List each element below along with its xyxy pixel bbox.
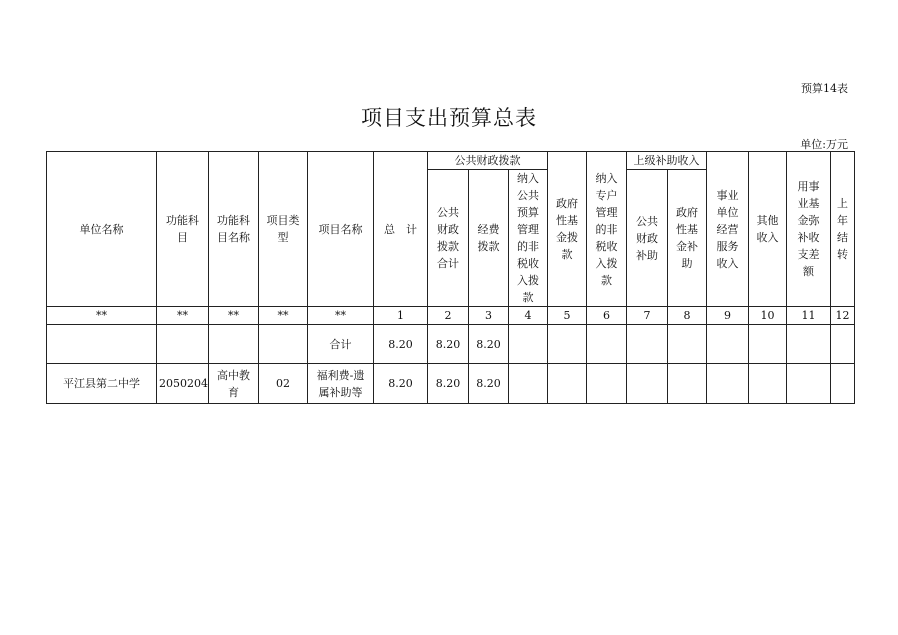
header-public-finance: 公共财政拨款 [428, 152, 548, 170]
cell-pf-funds: 8.20 [469, 364, 509, 404]
cell-unit-name [47, 325, 157, 364]
header-us-gov-fund: 政府 性基 金补 助 [668, 170, 707, 307]
cell-pf-total: 8.20 [428, 325, 469, 364]
page-title: 项目支出预算总表 [361, 106, 537, 130]
header-gov-fund: 政府 性基 金拨 款 [548, 152, 587, 307]
cell-proj-name: 福利费-遗 属补助等 [308, 364, 374, 404]
cell-unit-name: 平江县第二中学 [47, 364, 157, 404]
header-business-income: 事业 单位 经营 服务 收入 [707, 152, 749, 307]
index-cell: 10 [749, 307, 787, 325]
cell-carryover [831, 325, 855, 364]
cell-us-public [627, 325, 668, 364]
cell-func-code [157, 325, 209, 364]
cell-other-income [749, 325, 787, 364]
header-total: 总 计 [374, 152, 428, 307]
header-pf-nontax: 纳入 公共 预算 管理 的非 税收 入拨 款 [509, 170, 548, 307]
cell-us-gov-fund [668, 325, 707, 364]
unit-label: 单位:万元 [800, 138, 848, 151]
header-carryover: 上 年 结 转 [831, 152, 855, 307]
header-us-public: 公共 财政 补助 [627, 170, 668, 307]
cell-func-name: 高中教 育 [209, 364, 259, 404]
index-cell: ** [259, 307, 308, 325]
header-row-1 [47, 152, 855, 170]
index-cell: 8 [668, 307, 707, 325]
header-proj-type: 项目类 型 [259, 152, 308, 307]
index-cell: 4 [509, 307, 548, 325]
cell-pf-funds: 8.20 [469, 325, 509, 364]
cell-fund-makeup [787, 364, 831, 404]
header-func-code: 功能科 目 [157, 152, 209, 307]
index-cell: 5 [548, 307, 587, 325]
index-cell: 1 [374, 307, 428, 325]
index-cell: 12 [831, 307, 855, 325]
cell-business-income [707, 364, 749, 404]
index-cell: ** [308, 307, 374, 325]
header-upper-subsidy: 上级补助收入 [627, 152, 707, 170]
index-cell: 9 [707, 307, 749, 325]
header-proj-name: 项目名称 [308, 152, 374, 307]
cell-carryover [831, 364, 855, 404]
cell-total: 8.20 [374, 325, 428, 364]
cell-gov-fund [548, 364, 587, 404]
header-unit-name: 单位名称 [47, 152, 157, 307]
header-pf-funds: 经费 拨款 [469, 170, 509, 307]
header-fund-makeup: 用事 业基 金弥 补收 支差 额 [787, 152, 831, 307]
header-other-income: 其他 收入 [749, 152, 787, 307]
cell-pf-nontax [509, 364, 548, 404]
form-code: 预算14表 [801, 82, 848, 95]
index-cell: ** [157, 307, 209, 325]
cell-business-income [707, 325, 749, 364]
cell-gov-fund [548, 325, 587, 364]
cell-total: 8.20 [374, 364, 428, 404]
header-pf-total: 公共 财政 拨款 合计 [428, 170, 469, 307]
budget-table [46, 151, 855, 404]
cell-special-nontax [587, 325, 627, 364]
header-func-name: 功能科 目名称 [209, 152, 259, 307]
cell-proj-type: 02 [259, 364, 308, 404]
index-cell: ** [209, 307, 259, 325]
header-special-nontax: 纳入 专户 管理 的非 税收 入拨 款 [587, 152, 627, 307]
index-cell: 2 [428, 307, 469, 325]
cell-proj-type [259, 325, 308, 364]
index-row [47, 307, 855, 325]
cell-fund-makeup [787, 325, 831, 364]
cell-pf-nontax [509, 325, 548, 364]
cell-other-income [749, 364, 787, 404]
index-cell: ** [47, 307, 157, 325]
index-cell: 11 [787, 307, 831, 325]
cell-pf-total: 8.20 [428, 364, 469, 404]
table-row [47, 364, 855, 404]
table-row [47, 325, 855, 364]
cell-func-name [209, 325, 259, 364]
cell-special-nontax [587, 364, 627, 404]
cell-us-gov-fund [668, 364, 707, 404]
cell-us-public [627, 364, 668, 404]
cell-func-code: 2050204 [157, 364, 209, 404]
index-cell: 7 [627, 307, 668, 325]
index-cell: 3 [469, 307, 509, 325]
cell-proj-name: 合计 [308, 325, 374, 364]
index-cell: 6 [587, 307, 627, 325]
